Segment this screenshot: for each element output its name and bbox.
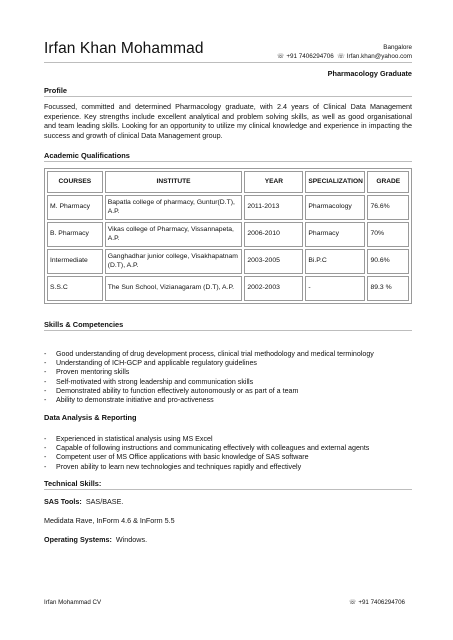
header-divider (44, 62, 412, 63)
phone-icon: ☏ (337, 53, 345, 60)
column-header: COURSES (47, 171, 103, 193)
list-item: - Experienced in statistical analysis using MS Excel (44, 435, 369, 444)
table-cell: 2003-2005 (244, 249, 303, 274)
profile-text: Focussed, committed and determined Pharmacology graduate, with 2.4 years of Clinical Data Management experience. Key strengths include excellent analytical and problem solving skills, as well as good organisational and team leading skills. Looking for an opportunity to utilize my clinical knowledge and experience in impacting the success and growth of clinical Data Management group. (44, 102, 412, 140)
list-item: - Understanding of ICH-GCP and applicable regulatory guidelines (44, 359, 374, 368)
contact-block (277, 44, 412, 61)
profile-heading: Profile (44, 86, 67, 95)
phone-icon: ☏ (276, 53, 285, 60)
list-item: - Proven ability to learn new technologies and techniques rapidly and effectively (44, 463, 369, 472)
table-cell: The Sun School, Vizianagaram (D.T), A.P. (105, 276, 243, 301)
academic-heading: Academic Qualifications (44, 151, 130, 160)
list-item: - Demonstrated ability to function effectively autonomously or as part of a team (44, 387, 374, 396)
footer-right (349, 599, 405, 606)
list-item: - Capable of following instructions and communicating effectively with colleagues and external agents (44, 444, 369, 453)
table-cell: Bapatla college of pharmacy, Guntur(D.T), A.P. (105, 195, 243, 220)
os-value: Windows. (115, 535, 148, 544)
list-item: - Competent user of MS Office applications with basic knowledge of SAS software (44, 453, 369, 462)
skills-list (44, 350, 374, 405)
column-header: GRADE (367, 171, 409, 193)
technical-heading: Technical Skills: (44, 479, 102, 488)
email-link[interactable]: Irfan.khan@yahoo.com (346, 52, 412, 60)
sas-tools-label: SAS Tools: (44, 497, 82, 506)
technical-divider (44, 489, 412, 490)
table-header-row (47, 171, 409, 193)
academic-divider (44, 161, 412, 162)
table-row (47, 276, 409, 301)
table-cell: Ganghadhar junior college, Visakhapatnam (D.T), A.P. (105, 249, 243, 274)
table-cell: B. Pharmacy (47, 222, 103, 247)
phone-icon: ☏ (348, 600, 357, 606)
table-cell: Bi.P.C (305, 249, 365, 274)
academic-table (44, 168, 412, 304)
table-cell: 90.6% (367, 249, 409, 274)
sas-tools-value: SAS/BASE. (85, 497, 124, 506)
list-item: - Proven mentoring skills (44, 368, 374, 377)
table-cell: Intermediate (47, 249, 103, 274)
column-header: INSTITUTE (105, 171, 243, 193)
table-cell: S.S.C (47, 276, 103, 301)
job-title: Pharmacology Graduate (327, 69, 412, 78)
list-item: - Ability to demonstrate initiative and pro-activeness (44, 396, 374, 405)
phone-number: +91 7406294706 (286, 52, 334, 60)
table-cell: - (305, 276, 365, 301)
medidata-line: Medidata Rave, InForm 4.6 & InForm 5.5 (44, 516, 175, 525)
data-analysis-list (44, 435, 369, 472)
location-text: Bangalore (383, 44, 412, 51)
sas-tools-line (44, 497, 123, 506)
table-cell: 2002-2003 (244, 276, 303, 301)
contact-line (277, 53, 412, 62)
footer-phone: +91 7406294706 (358, 599, 405, 606)
column-header: SPECIALIZATION (305, 171, 365, 193)
table-row (47, 195, 409, 220)
skills-heading: Skills & Competencies (44, 320, 124, 329)
table-cell: 2011-2013 (244, 195, 303, 220)
table-cell: 89.3 % (367, 276, 409, 301)
table-cell: 2006-2010 (244, 222, 303, 247)
data-analysis-heading: Data Analysis & Reporting (44, 413, 137, 422)
table-row (47, 222, 409, 247)
table-cell: Pharmacology (305, 195, 365, 220)
table-row (47, 249, 409, 274)
skills-divider (44, 330, 412, 331)
os-label: Operating Systems: (44, 535, 112, 544)
table-cell: 76.6% (367, 195, 409, 220)
list-item: - Self-motivated with strong leadership and communication skills (44, 378, 374, 387)
profile-divider (44, 96, 412, 97)
candidate-name: Irfan Khan Mohammad (44, 40, 204, 57)
table-cell: Pharmacy (305, 222, 365, 247)
os-line (44, 535, 147, 544)
list-item: - Good understanding of drug development process, clinical trial methodology and medical terminology (44, 350, 374, 359)
table-cell: 70% (367, 222, 409, 247)
footer-left: Irfan Mohammad CV (44, 599, 102, 606)
column-header: YEAR (244, 171, 303, 193)
table-cell: Vikas college of Pharmacy, Vissannapeta, A.P. (105, 222, 243, 247)
table-cell: M. Pharmacy (47, 195, 103, 220)
